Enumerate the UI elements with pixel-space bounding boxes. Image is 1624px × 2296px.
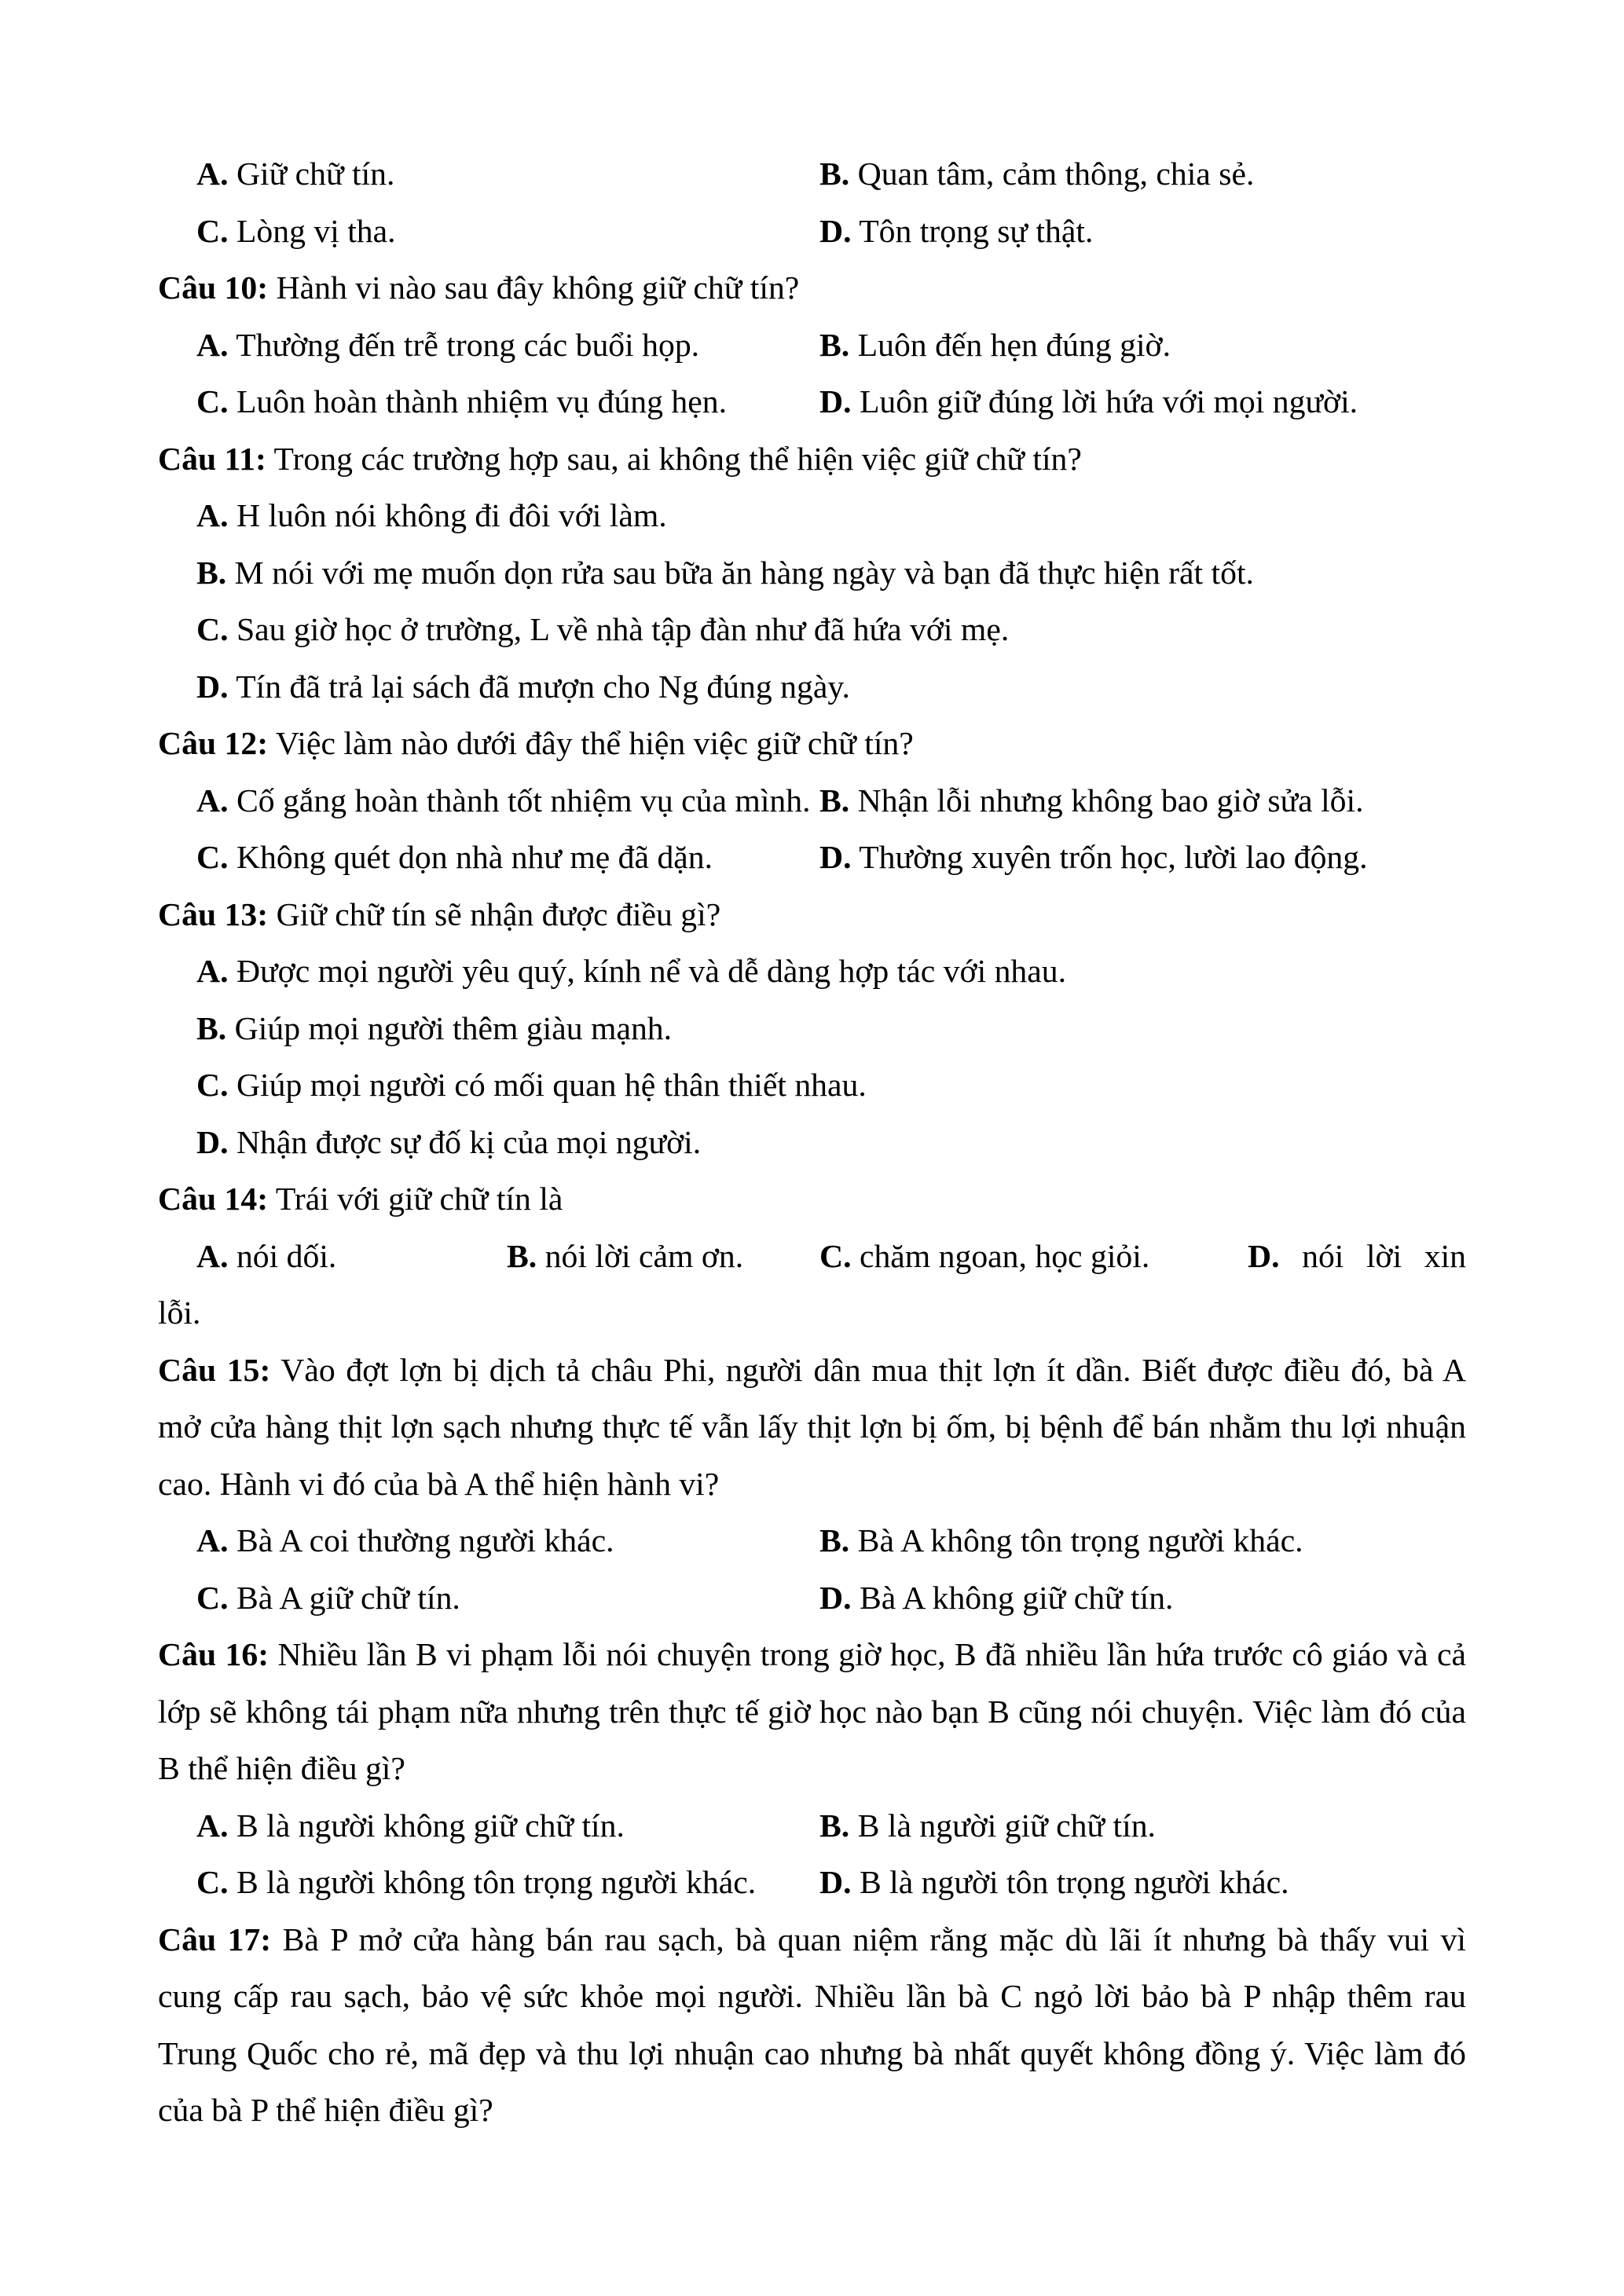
options-row <box>158 1057 1466 1115</box>
option-label: D. <box>819 213 852 250</box>
question-block <box>158 146 1466 260</box>
stem-text: Trung Quốc cho rẻ, mã đẹp và thu lợi nhuận cao nhưng bà nhất quyết không đồng ý. Việc làm đó <box>158 2035 1466 2072</box>
option-label: C. <box>196 384 229 420</box>
question-number: Câu 17: <box>158 1921 272 1958</box>
question-stem-line <box>158 260 1466 317</box>
option-b <box>196 545 1254 602</box>
option-d <box>819 374 1358 431</box>
option-label: C. <box>196 213 229 250</box>
options-row <box>158 203 1466 261</box>
option-text: B là người tôn trọng người khác. <box>859 1865 1289 1901</box>
stem-text: Giữ chữ tín sẽ nhận được điều gì? <box>276 896 721 933</box>
question-stem-line <box>158 2026 1466 2083</box>
option-text: Tôn trọng sự thật. <box>859 213 1094 250</box>
option-b <box>819 773 1364 830</box>
option-text: Không quét dọn nhà như mẹ đã dặn. <box>236 840 713 876</box>
option-text: Bà A không tôn trọng người khác. <box>857 1523 1303 1559</box>
question-number: Câu 16: <box>158 1637 269 1673</box>
option-a <box>196 488 667 545</box>
stem-text: cung cấp rau sạch, bảo vệ sức khỏe mọi người. Nhiều lần bà C ngỏ lời bảo bà P nhập thêm rau <box>158 1979 1466 2015</box>
option-d <box>196 1115 701 1172</box>
options-row <box>158 659 1466 716</box>
option-text: Giữ chữ tín. <box>236 156 395 192</box>
options-row <box>158 1229 1466 1286</box>
option-label: C. <box>196 1580 229 1617</box>
option-c <box>819 1229 1149 1286</box>
stem-text: cao. Hành vi đó của bà A thể hiện hành vi? <box>158 1466 720 1503</box>
question-number: Câu 10: <box>158 270 269 306</box>
option-label: C. <box>196 1067 229 1104</box>
stem-text: Trái với giữ chữ tín là <box>275 1181 563 1218</box>
option-text: B là người không tôn trọng người khác. <box>236 1865 757 1901</box>
options-row <box>158 545 1466 602</box>
option-label: A. <box>196 782 229 819</box>
options-row <box>158 829 1466 887</box>
question-stem-line <box>158 1684 1466 1741</box>
stem-text: lớp sẽ không tái phạm nữa nhưng trên thực tế giờ học nào bạn B cũng nói chuyện. Việc làm đó của <box>158 1694 1466 1730</box>
option-text: Quan tâm, cảm thông, chia sẻ. <box>857 156 1255 192</box>
option-c <box>196 203 396 261</box>
stem-text: của bà P thể hiện điều gì? <box>158 2093 493 2129</box>
question-stem-line <box>158 716 1466 773</box>
option-label: B. <box>819 1523 850 1559</box>
options-row <box>158 488 1466 545</box>
option-label: D. <box>819 1865 852 1901</box>
option-text: Bà A coi thường người khác. <box>236 1523 614 1559</box>
option-label: B. <box>507 1238 537 1275</box>
question-block <box>158 431 1466 716</box>
option-text: nói lời xin <box>1302 1238 1467 1275</box>
option-text: Nhận lỗi nhưng không bao giờ sửa lỗi. <box>857 782 1364 819</box>
option-label: A. <box>196 1523 229 1559</box>
question-stem-line <box>158 1171 1466 1229</box>
option-label: B. <box>196 555 227 591</box>
option-text: Giúp mọi người thêm giàu mạnh. <box>234 1010 673 1047</box>
option-text: Luôn giữ đúng lời hứa với mọi người. <box>859 384 1358 420</box>
option-label: B. <box>819 327 850 364</box>
option-b <box>819 1513 1303 1570</box>
question-stem-line <box>158 1399 1466 1456</box>
stem-text: mở cửa hàng thịt lợn sạch nhưng thực tế vẫn lấy thịt lợn bị ốm, bị bệnh để bán nhằm thu lợi nhuận <box>158 1409 1466 1445</box>
option-label: D. <box>819 840 852 876</box>
question-stem-line <box>158 1456 1466 1514</box>
question-block <box>158 1342 1466 1628</box>
options-row <box>158 943 1466 1001</box>
question-block <box>158 887 1466 1172</box>
option-a <box>196 1798 625 1855</box>
option-label: C. <box>196 840 229 876</box>
options-row <box>158 602 1466 659</box>
question-number: Câu 14: <box>158 1181 269 1218</box>
question-block <box>158 1171 1466 1342</box>
option-d <box>819 1570 1173 1628</box>
option-label: A. <box>196 954 229 990</box>
question-stem-line <box>158 431 1466 489</box>
option-a <box>196 146 394 203</box>
option-c <box>196 1855 756 1912</box>
stem-text: Việc làm nào dưới đây thể hiện việc giữ chữ tín? <box>275 726 914 762</box>
question-block <box>158 716 1466 887</box>
option-label: B. <box>819 782 850 819</box>
option-label: A. <box>196 1807 229 1844</box>
option-a <box>196 943 1066 1001</box>
option-text: Lòng vị tha. <box>236 213 396 250</box>
option-label: D. <box>1248 1238 1280 1275</box>
option-text: Luôn đến hẹn đúng giờ. <box>857 327 1171 364</box>
option-c <box>196 602 1009 659</box>
option-text: Nhận được sự đố kị của mọi người. <box>236 1124 702 1161</box>
option-a <box>196 773 811 830</box>
option-b <box>819 146 1254 203</box>
options-row <box>158 374 1466 431</box>
option-text: M nói với mẹ muốn dọn rửa sau bữa ăn hàng ngày và bạn đã thực hiện rất tốt. <box>234 555 1254 591</box>
question-stem-line <box>158 2082 1466 2140</box>
options-row <box>158 1001 1466 1058</box>
option-a <box>196 1513 614 1570</box>
question-block <box>158 1627 1466 1912</box>
option-c <box>196 1057 867 1115</box>
option-label: B. <box>819 1807 850 1844</box>
option-text: nói dối. <box>236 1238 337 1275</box>
option-d <box>819 203 1093 261</box>
option-label: C. <box>196 1865 229 1901</box>
option-label: C. <box>196 612 229 648</box>
question-number: Câu 15: <box>158 1352 271 1389</box>
option-b <box>196 1001 672 1058</box>
option-d <box>1248 1229 1466 1286</box>
question-stem-line <box>158 1627 1466 1684</box>
option-a <box>196 1229 336 1286</box>
option-text: Bà A giữ chữ tín. <box>236 1580 460 1617</box>
option-d <box>819 1855 1289 1912</box>
option-text: Thường xuyên trốn học, lười lao động. <box>859 840 1368 876</box>
option-label: A. <box>196 327 229 364</box>
option-text: Tín đã trả lại sách đã mượn cho Ng đúng ngày. <box>236 668 850 705</box>
question-block <box>158 1912 1466 2140</box>
option-continuation <box>158 1285 1466 1342</box>
option-text: B là người không giữ chữ tín. <box>236 1807 625 1844</box>
option-label: D. <box>819 384 852 420</box>
question-block <box>158 260 1466 431</box>
option-text: Cố gắng hoàn thành tốt nhiệm vụ của mình. <box>236 782 811 819</box>
option-label: D. <box>196 668 229 705</box>
question-number: Câu 11: <box>158 441 266 478</box>
option-label: D. <box>819 1580 852 1617</box>
options-row <box>158 1115 1466 1172</box>
option-a <box>196 317 699 375</box>
option-text: B là người giữ chữ tín. <box>857 1807 1156 1844</box>
option-text: chăm ngoan, học giỏi. <box>859 1238 1150 1275</box>
option-label: B. <box>819 156 850 192</box>
option-b <box>507 1229 743 1286</box>
question-stem-line <box>158 1968 1466 2026</box>
option-d <box>196 659 850 716</box>
option-b <box>819 1798 1156 1855</box>
exam-page <box>158 146 1466 2140</box>
option-d <box>819 829 1368 887</box>
option-label: A. <box>196 156 229 192</box>
options-row <box>158 1855 1466 1912</box>
options-row <box>158 146 1466 203</box>
stem-text: Hành vi nào sau đây không giữ chữ tín? <box>276 270 800 306</box>
question-number: Câu 12: <box>158 726 269 762</box>
question-stem-line <box>158 1912 1466 1969</box>
option-c <box>196 374 727 431</box>
option-label: C. <box>819 1238 852 1275</box>
option-c <box>196 829 713 887</box>
question-stem-line <box>158 1342 1466 1400</box>
option-b <box>819 317 1171 375</box>
option-c <box>196 1570 460 1628</box>
option-text: Thường đến trễ trong các buổi họp. <box>236 327 700 364</box>
options-row <box>158 1513 1466 1570</box>
option-text: Giúp mọi người có mối quan hệ thân thiết nhau. <box>236 1067 867 1104</box>
question-stem-line <box>158 1741 1466 1798</box>
stem-text: Vào đợt lợn bị dịch tả châu Phi, người dân mua thịt lợn ít dần. Biết được điều đó, bà A <box>280 1352 1466 1389</box>
option-label: A. <box>196 1238 229 1275</box>
options-row <box>158 317 1466 375</box>
option-text: Được mọi người yêu quý, kính nể và dễ dàng hợp tác với nhau. <box>236 954 1067 990</box>
options-row <box>158 1798 1466 1855</box>
option-text: Luôn hoàn thành nhiệm vụ đúng hẹn. <box>236 384 728 420</box>
option-text: Sau giờ học ở trường, L về nhà tập đàn như đã hứa với mẹ. <box>236 612 1010 648</box>
question-number: Câu 13: <box>158 896 269 933</box>
question-stem-line <box>158 887 1466 944</box>
options-row <box>158 1570 1466 1628</box>
option-text: Bà A không giữ chữ tín. <box>859 1580 1174 1617</box>
option-text: nói lời cảm ơn. <box>544 1238 744 1275</box>
option-label: A. <box>196 498 229 534</box>
option-text: H luôn nói không đi đôi với làm. <box>236 498 667 534</box>
stem-text: Nhiều lần B vi phạm lỗi nói chuyện trong giờ học, B đã nhiều lần hứa trước cô giáo và cả <box>277 1637 1466 1673</box>
option-label: B. <box>196 1010 227 1047</box>
option-text-continuation: lỗi. <box>158 1295 201 1331</box>
options-row <box>158 773 1466 830</box>
stem-text: B thể hiện điều gì? <box>158 1751 405 1787</box>
stem-text: Bà P mở cửa hàng bán rau sạch, bà quan niệm rằng mặc dù lãi ít nhưng bà thấy vui vì <box>282 1921 1466 1958</box>
stem-text: Trong các trường hợp sau, ai không thể hiện việc giữ chữ tín? <box>273 441 1082 478</box>
option-label: D. <box>196 1124 229 1161</box>
